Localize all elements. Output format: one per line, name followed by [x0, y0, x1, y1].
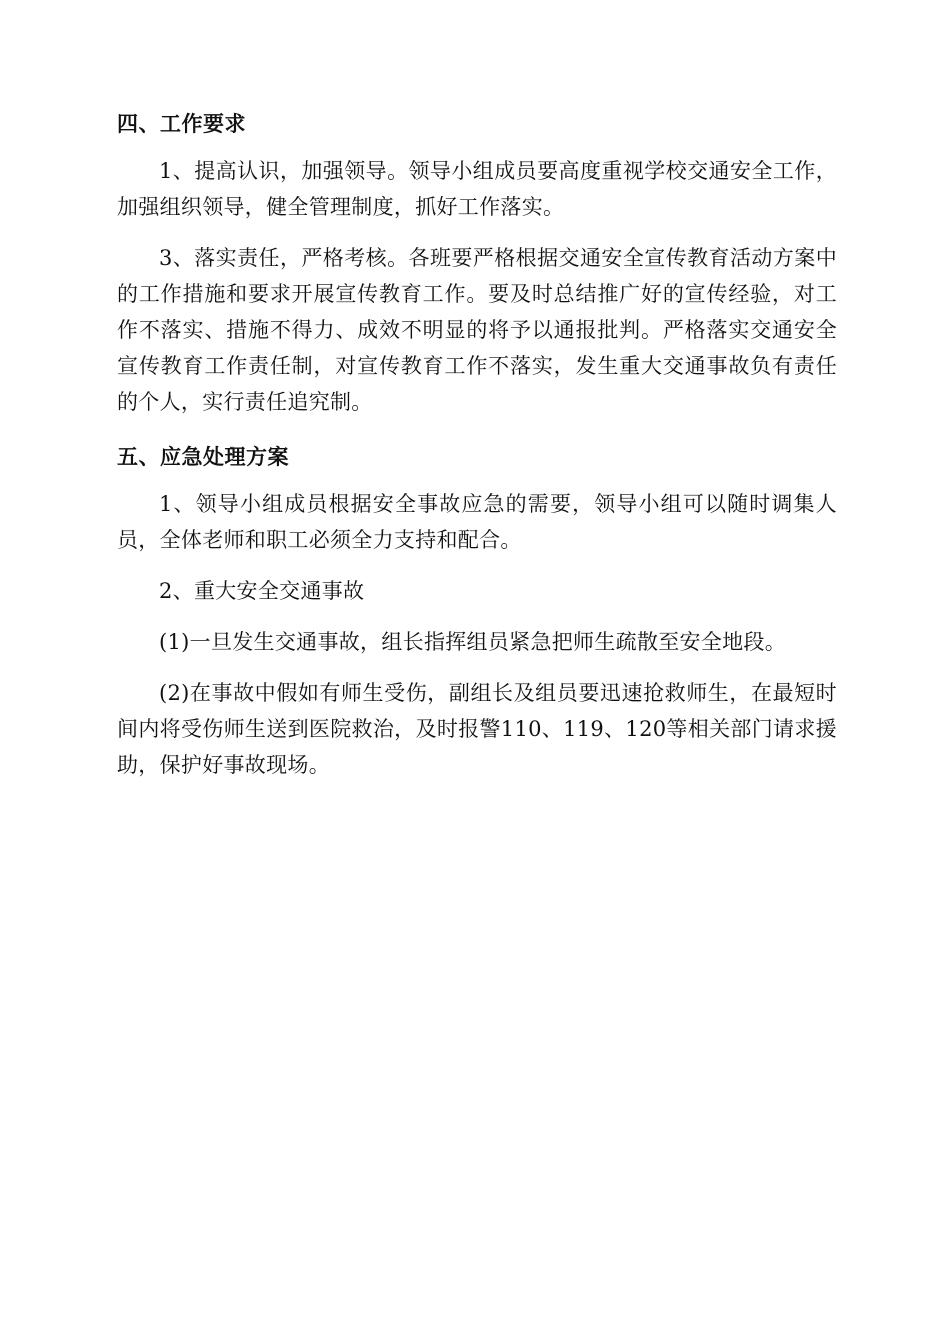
- paragraph-implement-responsibility: 3、落实责任，严格考核。各班要严格根据交通安全宣传教育活动方案中的工作措施和要求开展宣传教育工作。要及时总结推广好的宣传经验，对工作不落实、措施不得力、成效不明显的将予以通报批判。严格落实交通安全宣传教育工作责任制，对宣传教育工作不落实，发生重大交通事故负有责任的个人，实行责任追究制。: [117, 246, 837, 414]
- paragraph-raise-awareness: 1、提高认识，加强领导。领导小组成员要高度重视学校交通安全工作，加强组织领导，健全管理制度，抓好工作落实。: [117, 159, 837, 219]
- paragraph-major-accident: 2、重大安全交通事故: [159, 579, 365, 603]
- section-heading-emergency-plan: 五、应急处理方案: [117, 445, 289, 469]
- paragraph-evacuate: (1)一旦发生交通事故，组长指挥组员紧急把师生疏散至安全地段。: [159, 630, 787, 654]
- paragraph-leadership-group: 1、领导小组成员根据安全事故应急的需要，领导小组可以随时调集人员，全体老师和职工必须全力支持和配合。: [117, 492, 837, 552]
- paragraph-rescue: (2)在事故中假如有师生受伤，副组长及组员要迅速抢救师生，在最短时间内将受伤师生送到医院救治，及时报警110、119、120等相关部门请求援助，保护好事故现场。: [117, 681, 837, 777]
- document-body: [117, 106, 837, 783]
- section-heading-work-requirements: 四、工作要求: [117, 112, 246, 136]
